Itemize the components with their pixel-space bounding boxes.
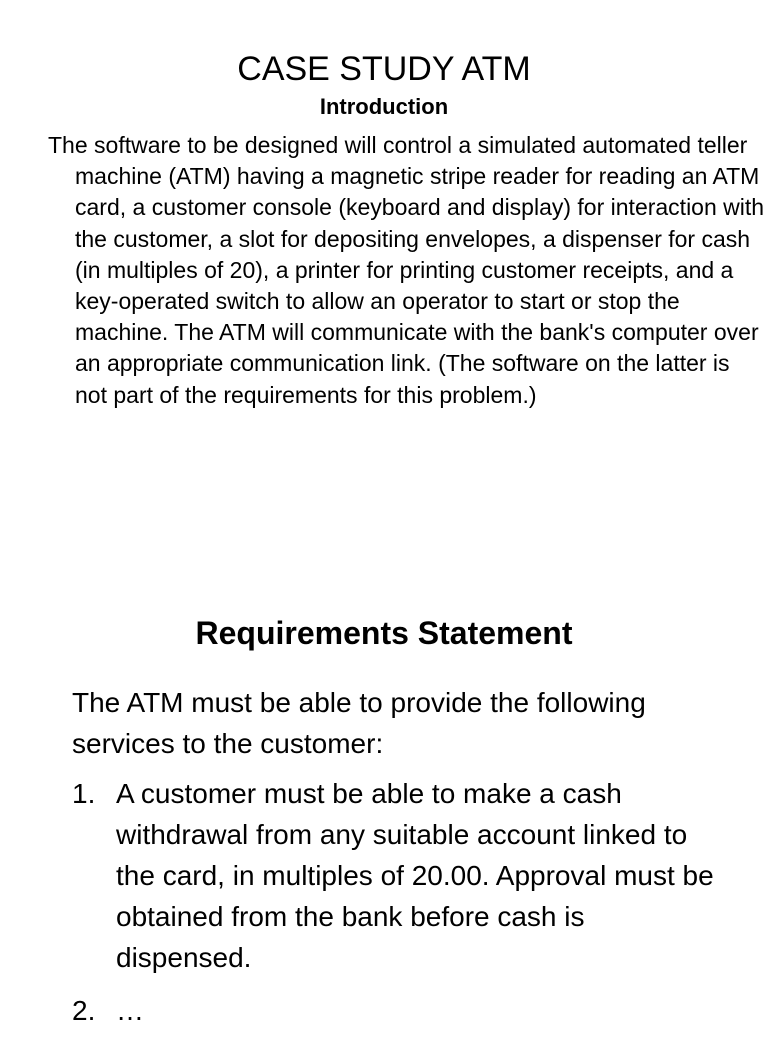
list-item-text: … xyxy=(116,995,144,1026)
requirements-title: Requirements Statement xyxy=(195,614,573,651)
list-item xyxy=(72,990,722,1031)
page-title: CASE STUDY ATM xyxy=(237,49,531,88)
list-item-text: A customer must be able to make a cash withdrawal from any suitable account linked to the card, in multiples of 20.00. Approval must be obtained from the bank before cash is dispensed. xyxy=(116,778,714,973)
introduction-heading: Introduction xyxy=(319,94,449,119)
list-item xyxy=(72,773,722,978)
requirements-slide xyxy=(0,560,768,1024)
list-item-number: 1. xyxy=(72,778,96,809)
case-study-slide xyxy=(0,0,768,500)
requirements-intro: The ATM must be able to provide the following services to the customer: xyxy=(72,687,646,759)
list-item-number: 2. xyxy=(72,995,96,1026)
introduction-paragraph: The software to be designed will control a simulated automated teller machine (ATM) having a magnetic stripe reader for reading an ATM card, a customer console (keyboard and display) for interaction with the customer, a slot for depositing envelopes, a dispenser for cash (in multiples of 20), a printer for printing customer receipts, and a key-operated switch to allow an operator to start or stop the machine. The ATM will communicate with the bank's computer over an appropriate communication link. (The software on the latter is not part of the requirements for this problem.) xyxy=(48,132,765,408)
service-list xyxy=(72,773,722,1043)
